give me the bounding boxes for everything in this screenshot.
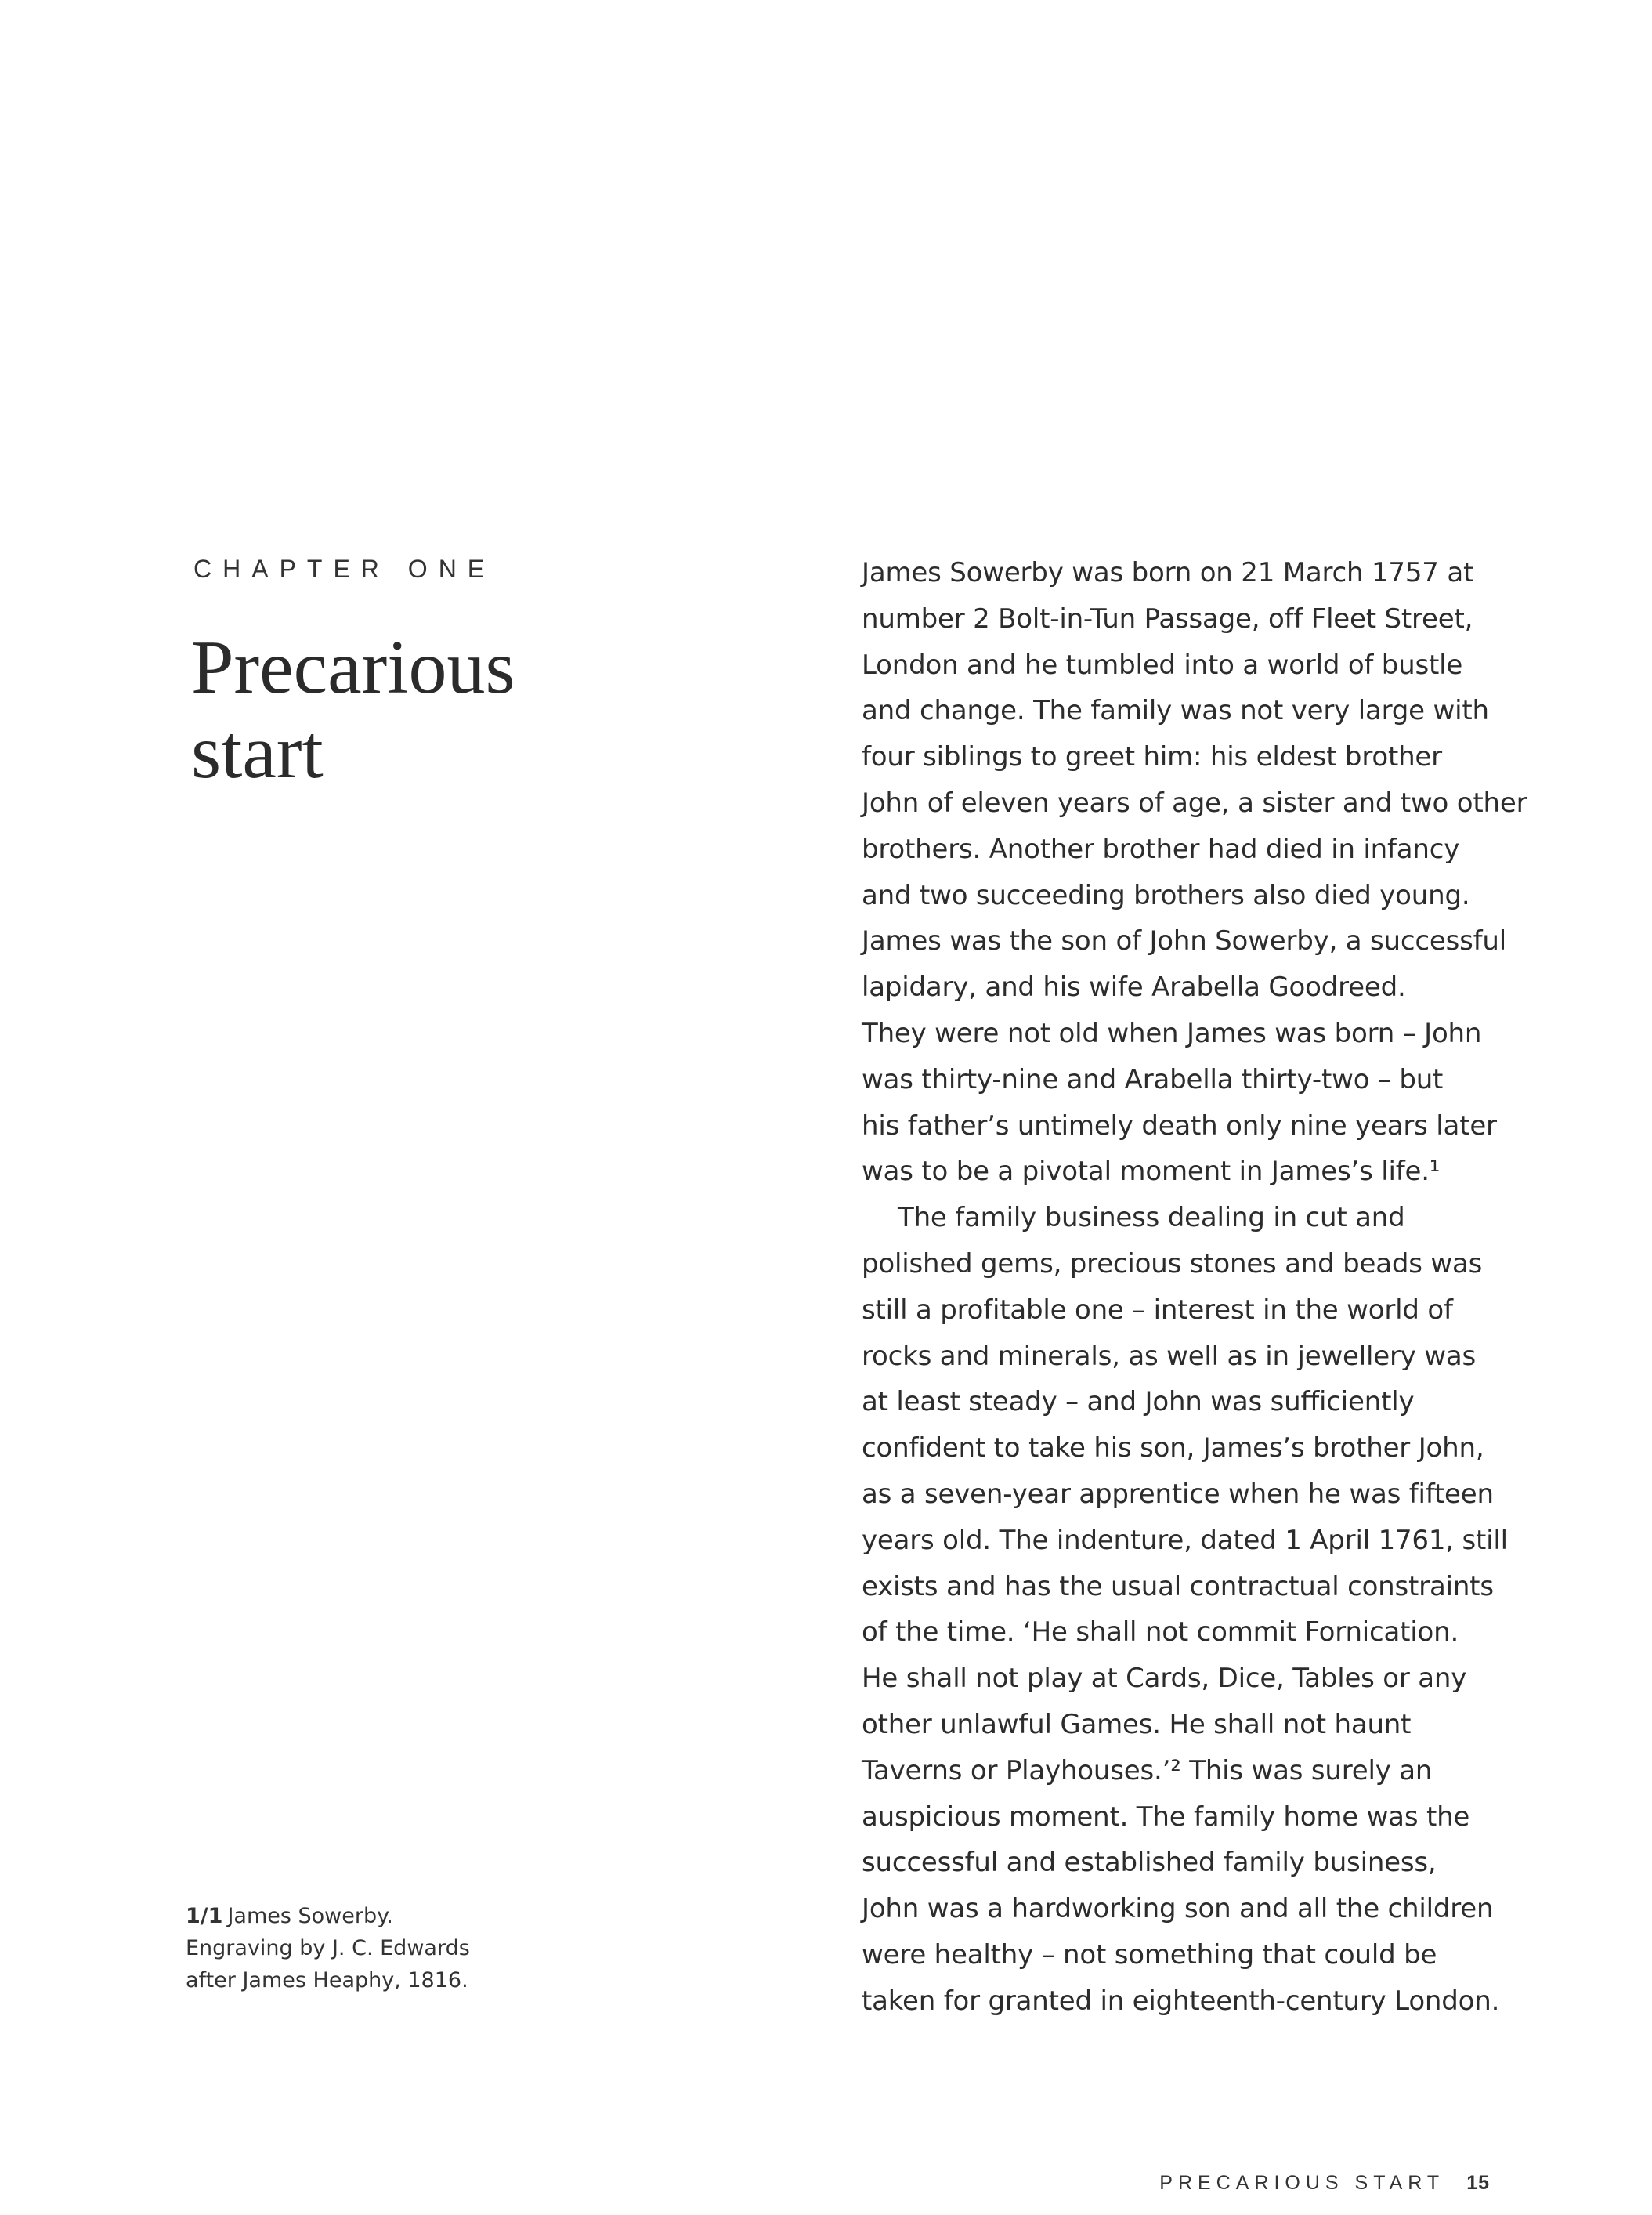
caption-line bbox=[186, 1900, 515, 1932]
figure-caption bbox=[186, 1900, 515, 1996]
body-line: He shall not play at Cards, Dice, Tables or any bbox=[862, 1663, 1467, 1695]
body-line: exists and has the usual contractual constraints bbox=[862, 1570, 1494, 1602]
body-line: lapidary, and his wife Arabella Goodreed. bbox=[862, 972, 1406, 1004]
running-title: PRECARIOUS START bbox=[1159, 2172, 1445, 2194]
body-line: London and he tumbled into a world of bustle bbox=[862, 649, 1463, 681]
chapter-title-line: Precarious bbox=[191, 625, 515, 710]
running-footer bbox=[1159, 2172, 1490, 2195]
body-line: at least steady – and John was sufficiently bbox=[862, 1386, 1415, 1418]
body-line: number 2 Bolt-in-Tun Passage, off Fleet Street, bbox=[862, 603, 1473, 635]
body-line: and change. The family was not very large with bbox=[862, 695, 1489, 727]
caption-line: after James Heaphy, 1816. bbox=[186, 1968, 468, 1992]
body-line: They were not old when James was born – John bbox=[862, 1017, 1482, 1049]
body-line: were healthy – not something that could be bbox=[862, 1938, 1437, 1971]
page-number: 15 bbox=[1466, 2172, 1490, 2194]
body-line: four siblings to greet him: his eldest brother bbox=[862, 741, 1442, 773]
body-line: years old. The indenture, dated 1 April 1761, still bbox=[862, 1524, 1508, 1556]
body-line: was to be a pivotal moment in James’s life.¹ bbox=[862, 1156, 1441, 1188]
caption-text: James Sowerby. bbox=[227, 1904, 393, 1928]
body-line: and two succeeding brothers also died young. bbox=[862, 879, 1470, 911]
caption-line: Engraving by J. C. Edwards bbox=[186, 1936, 470, 1960]
body-line: brothers. Another brother had died in infancy bbox=[862, 833, 1460, 865]
body-line: confident to take his son, James’s brother John, bbox=[862, 1432, 1484, 1464]
body-line: was thirty-nine and Arabella thirty-two – but bbox=[862, 1063, 1444, 1095]
body-line: his father’s untimely death only nine years later bbox=[862, 1109, 1497, 1142]
body-line: John was a hardworking son and all the children bbox=[862, 1893, 1494, 1925]
body-text bbox=[862, 550, 1551, 2025]
body-line: other unlawful Games. He shall not haunt bbox=[862, 1708, 1412, 1740]
figure-number: 1/1 bbox=[186, 1904, 223, 1928]
body-line-paragraph-start: The family business dealing in cut and bbox=[898, 1202, 1405, 1234]
body-line: John of eleven years of age, a sister and two other bbox=[862, 787, 1527, 819]
body-line: polished gems, precious stones and beads was bbox=[862, 1247, 1483, 1279]
body-line: still a profitable one – interest in the world of bbox=[862, 1294, 1453, 1326]
body-line: James was the son of John Sowerby, a successful bbox=[862, 925, 1506, 957]
body-line: James Sowerby was born on 21 March 1757 at bbox=[862, 557, 1474, 588]
chapter-title bbox=[191, 625, 661, 794]
body-line: auspicious moment. The family home was the bbox=[862, 1801, 1470, 1833]
body-line: successful and established family business, bbox=[862, 1847, 1437, 1879]
body-line: of the time. ‘He shall not commit Fornication. bbox=[862, 1616, 1459, 1649]
body-line: rocks and minerals, as well as in jewellery was bbox=[862, 1340, 1477, 1372]
body-line: taken for granted in eighteenth-century London. bbox=[862, 1985, 1500, 2017]
chapter-title-line: start bbox=[191, 710, 324, 794]
body-line: Taverns or Playhouses.’² This was surely an bbox=[862, 1754, 1433, 1786]
body-line: as a seven-year apprentice when he was fifteen bbox=[862, 1478, 1494, 1510]
chapter-label: CHAPTER ONE bbox=[193, 555, 496, 583]
